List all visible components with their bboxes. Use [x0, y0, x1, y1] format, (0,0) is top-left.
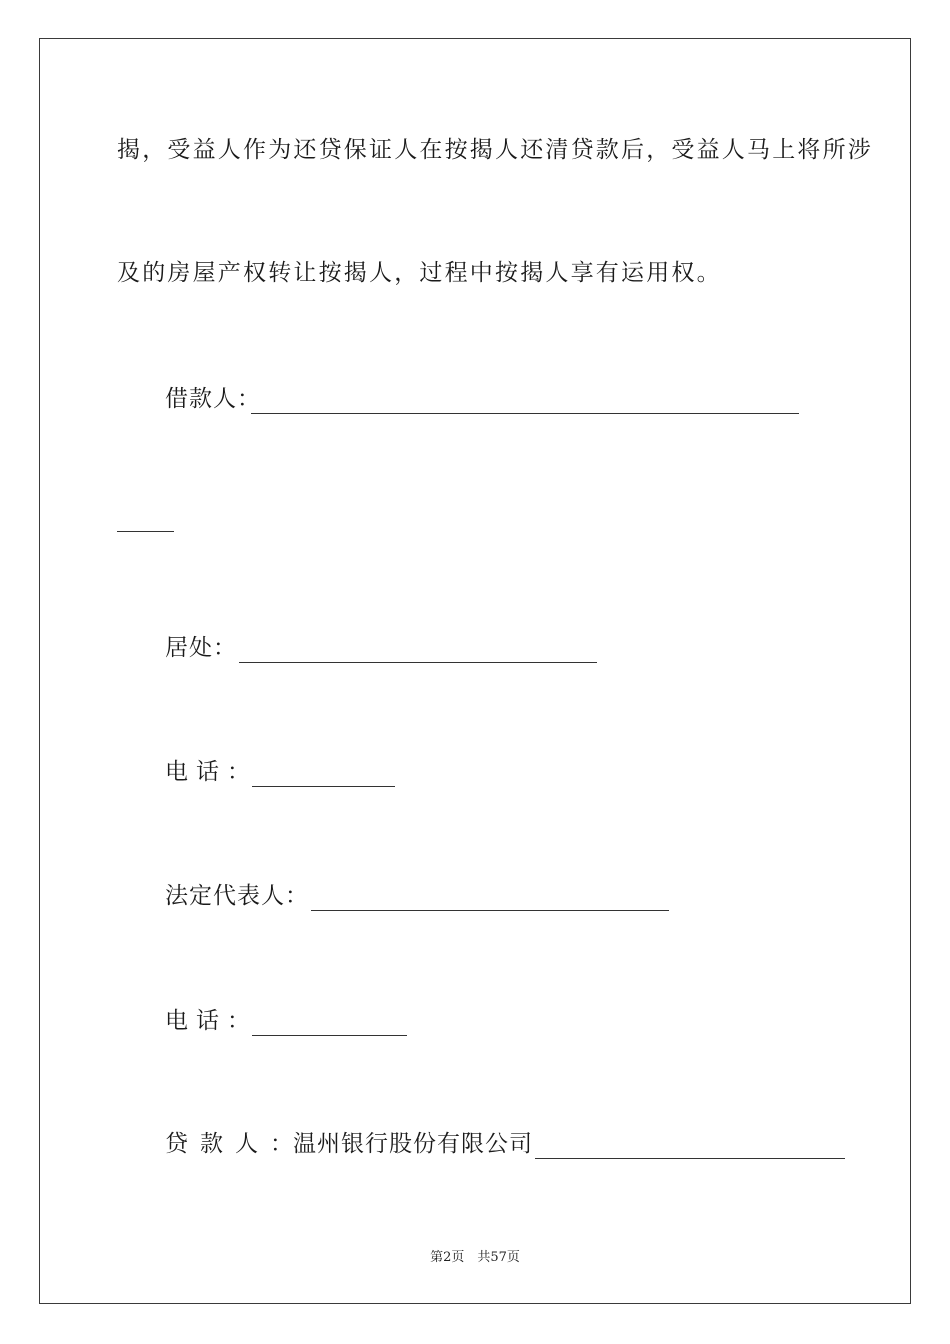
paragraph-line-1: 揭，受益人作为还贷保证人在按揭人还清贷款后，受益人马上将所涉 [117, 137, 873, 163]
residence-blank [239, 638, 597, 663]
page-number: 第2页 共57页 [430, 1250, 520, 1265]
lender-value: 温州银行股份有限公司 [293, 1131, 533, 1157]
legal-rep-field [165, 881, 669, 911]
legal-rep-label: 法定代表人： [165, 883, 309, 909]
residence-field [165, 633, 597, 663]
legal-rep-blank [311, 886, 669, 911]
phone-field-1 [165, 757, 395, 787]
page-frame [39, 38, 911, 1304]
lender-label: 贷款人： [165, 1131, 305, 1157]
borrower-blank-continuation [117, 531, 174, 532]
borrower-field [165, 384, 799, 414]
lender-field [165, 1129, 845, 1159]
paragraph-line-2: 及的房屋产权转让按揭人，过程中按揭人享有运用权。 [117, 260, 722, 286]
phone-label-2: 电话： [165, 1008, 258, 1034]
borrower-blank [251, 389, 799, 414]
borrower-label: 借款人： [165, 386, 261, 412]
residence-label: 居处： [165, 635, 237, 661]
phone-blank-2 [252, 1011, 407, 1036]
phone-blank-1 [252, 762, 395, 787]
phone-field-2 [165, 1006, 407, 1036]
lender-blank [535, 1134, 845, 1159]
phone-label-1: 电话： [165, 759, 258, 785]
